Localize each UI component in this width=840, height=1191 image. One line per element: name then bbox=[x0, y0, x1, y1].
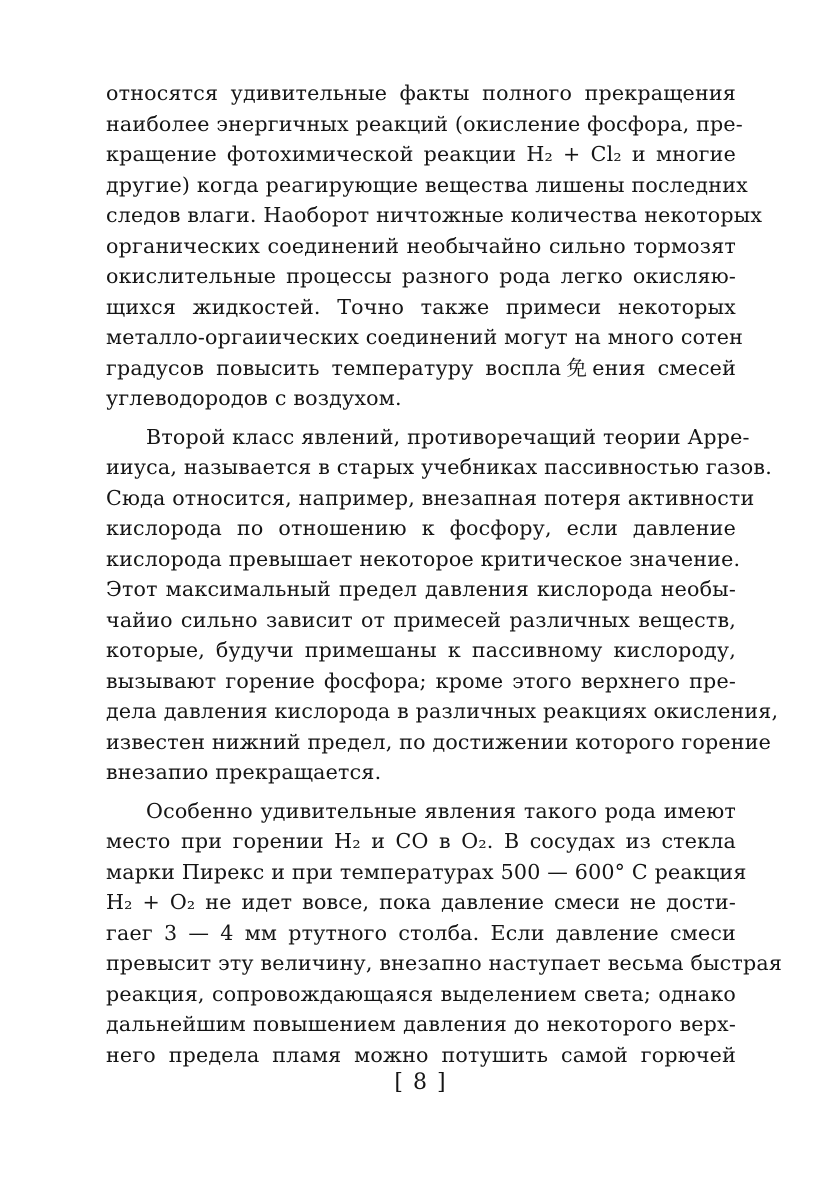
text-line: превысит эту величину, внезапно наступает весьма быстрая bbox=[106, 951, 783, 975]
text-line: него предела пламя можно потушить самой горючей bbox=[106, 1042, 736, 1067]
text-line: вызывают горение фосфора; кроме этого верхнего пре- bbox=[106, 668, 736, 693]
text-line: другие) когда реагирующие вещества лишены последних bbox=[106, 172, 748, 197]
text-line: гаег 3 — 4 мм ртутного столба. Если давление смеси bbox=[106, 920, 736, 945]
text-line: органических соединений необычайно сильно тормозят bbox=[106, 233, 736, 258]
text-line: углеводородов с воздухом. bbox=[106, 386, 402, 410]
text-line: следов влаги. Наоборот ничтожные количества некоторых bbox=[106, 203, 763, 227]
text-line: Сюда относится, например, внезапная потеря активности bbox=[106, 485, 755, 510]
paragraph bbox=[106, 796, 783, 1071]
text-line: Второй класс явлений, противоречащий теории Арре- bbox=[146, 424, 750, 449]
text-line: дальнейшим повышением давления до некоторого верх- bbox=[106, 1012, 736, 1036]
text-line: металло-оргаиических соединений могут на много сотен bbox=[106, 325, 744, 349]
paragraph-gap bbox=[106, 414, 736, 422]
text-line: Особенно удивительные явления такого рода имеют bbox=[146, 798, 736, 823]
paragraph bbox=[106, 422, 779, 788]
body-text bbox=[106, 78, 783, 1070]
text-line: внезапио прекращается. bbox=[106, 760, 382, 784]
page-number-bracket-left: [ bbox=[394, 1070, 403, 1095]
text-line: которые, будучи примешаны к пассивному кислороду, bbox=[106, 638, 736, 662]
text-line: реакция, сопровождающаяся выделением света; однако bbox=[106, 981, 736, 1006]
text-line: марки Пирекс и при температурах 500 — 600° C реакция bbox=[106, 859, 747, 884]
text-line: H₂ + O₂ не идет вовсе, пока давление смеси не дости- bbox=[106, 890, 736, 914]
text-line: щихся жидкостей. Точно также примеси некоторых bbox=[106, 294, 736, 319]
paragraph-gap bbox=[106, 788, 736, 796]
text-line: градусов повысить температуру воспла免ения смесей bbox=[106, 355, 736, 380]
page-number bbox=[0, 1070, 840, 1095]
text-line: относятся удивительные факты полного прекращения bbox=[106, 81, 736, 105]
text-line: окислительные процессы разного рода легко окисляю- bbox=[106, 264, 736, 288]
text-line: чайио сильно зависит от примесей различных веществ, bbox=[106, 607, 736, 632]
text-line: место при горении H₂ и CO в O₂. В сосудах из стекла bbox=[106, 829, 736, 853]
text-line: Этот максимальный предел давления кислорода необы- bbox=[106, 577, 736, 601]
page-number-bracket-right: ] bbox=[437, 1070, 446, 1095]
text-line: известен нижний предел, по достижении которого горение bbox=[106, 729, 772, 754]
page-number-value: 8 bbox=[413, 1070, 427, 1095]
paragraph bbox=[106, 78, 763, 414]
text-line: кращение фотохимической реакции H₂ + Cl₂ и многие bbox=[106, 142, 736, 166]
text-line: дела давления кислорода в различных реакциях окисления, bbox=[106, 699, 779, 723]
text-line: ииуса, называется в старых учебниках пассивностью газов. bbox=[106, 455, 772, 479]
text-line: кислорода превышает некоторое критическое значение. bbox=[106, 546, 741, 571]
text-line: наиболее энергичных реакций (окисление фосфора, пре- bbox=[106, 111, 743, 136]
text-line: кислорода по отношению к фосфору, если давление bbox=[106, 516, 736, 540]
